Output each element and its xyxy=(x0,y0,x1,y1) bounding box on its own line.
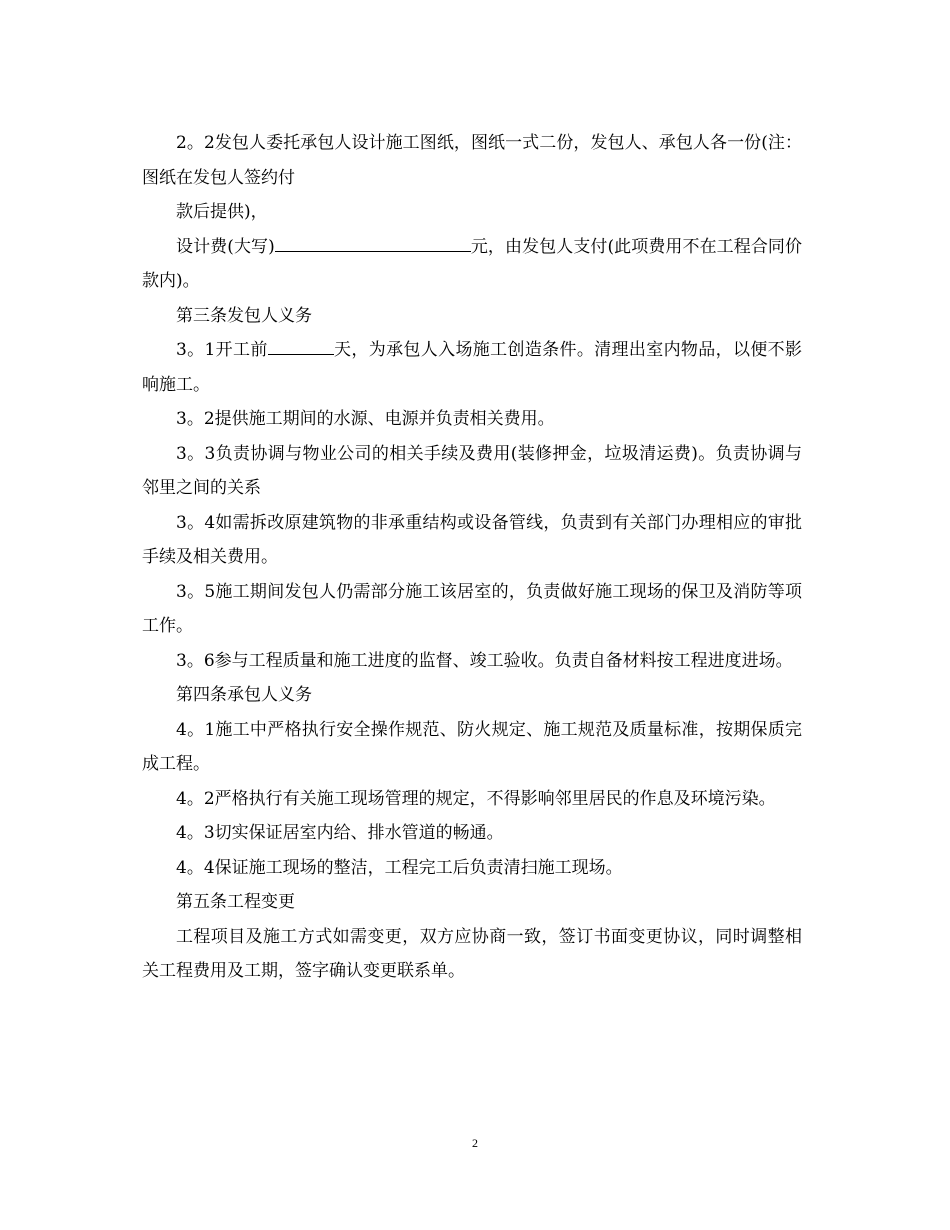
paragraph-4-4-text: 4。4保证施工现场的整洁，工程完工后负责清扫施工现场。 xyxy=(176,857,623,878)
paragraph-4-1 xyxy=(142,713,802,782)
paragraph-design-fee xyxy=(142,230,802,299)
paragraph-3-4-text: 3。4如需拆改原建筑物的非承重结构或设备管线，负责到有关部门办理相应的审批手续及相关费用。 xyxy=(142,512,802,567)
paragraph-2-2-cont xyxy=(142,195,802,230)
design-fee-label: 设计费(大写) xyxy=(176,236,275,257)
paragraph-4-3-text: 4。3切实保证居室内给、排水管道的畅通。 xyxy=(176,823,504,843)
paragraph-3-3 xyxy=(142,437,802,506)
paragraph-5 xyxy=(142,920,802,989)
page-number: 2 xyxy=(472,1136,478,1150)
paragraph-3-2 xyxy=(142,402,802,437)
paragraph-4-3 xyxy=(142,816,802,851)
paragraph-3-1-rest: 天，为承包人入场施工创造条件。清理出室内物品，以便不影响施工。 xyxy=(142,340,802,395)
paragraph-4-2 xyxy=(142,782,802,817)
paragraph-3-6 xyxy=(142,644,802,679)
design-fee-rest: 元，由发包人支付(此项费用不在工程合同价款内)。 xyxy=(142,236,802,291)
article-3-title xyxy=(142,299,802,334)
paragraph-3-1-start: 3。1开工前 xyxy=(176,340,268,360)
article-5-title-text: 第五条工程变更 xyxy=(176,892,295,912)
article-3-title-text: 第三条发包人义务 xyxy=(176,305,312,326)
paragraph-3-2-text: 3。2提供施工期间的水源、电源并负责相关费用。 xyxy=(176,409,555,429)
article-5-title xyxy=(142,885,802,920)
paragraph-3-6-text: 3。6参与工程质量和施工进度的监督、竣工验收。负责自备材料按工程进度进场。 xyxy=(176,650,793,671)
paragraph-5-text: 工程项目及施工方式如需变更，双方应协商一致，签订书面变更协议，同时调整相关工程费用及工期，签字确认变更联系单。 xyxy=(142,926,802,981)
paragraph-4-1-text: 4。1施工中严格执行安全操作规范、防火规定、施工规范及质量标准，按期保质完成工程。 xyxy=(142,719,802,774)
paragraph-3-5 xyxy=(142,575,802,644)
paragraph-2-2-text: 2。2发包人委托承包人设计施工图纸，图纸一式二份，发包人、承包人各一份(注：图纸在发包人签约付 xyxy=(142,133,802,188)
paragraph-3-3-text: 3。3负责协调与物业公司的相关手续及费用(装修押金，垃圾清运费)。负责协调与邻里之间的关系 xyxy=(142,443,802,498)
article-4-title xyxy=(142,678,802,713)
paragraph-3-4 xyxy=(142,506,802,575)
design-fee-blank xyxy=(275,234,471,252)
article-4-title-text: 第四条承包人义务 xyxy=(176,685,312,705)
paragraph-2-2 xyxy=(142,126,802,195)
paragraph-3-1 xyxy=(142,333,802,402)
paragraph-4-4 xyxy=(142,851,802,886)
paragraph-2-2-cont-text: 款后提供)， xyxy=(176,202,268,222)
paragraph-3-5-text: 3。5施工期间发包人仍需部分施工该居室的，负责做好施工现场的保卫及消防等项工作。 xyxy=(142,581,802,636)
document-body xyxy=(142,126,802,989)
days-blank xyxy=(268,337,334,355)
paragraph-4-2-text: 4。2严格执行有关施工现场管理的规定，不得影响邻里居民的作息及环境污染。 xyxy=(176,788,776,809)
